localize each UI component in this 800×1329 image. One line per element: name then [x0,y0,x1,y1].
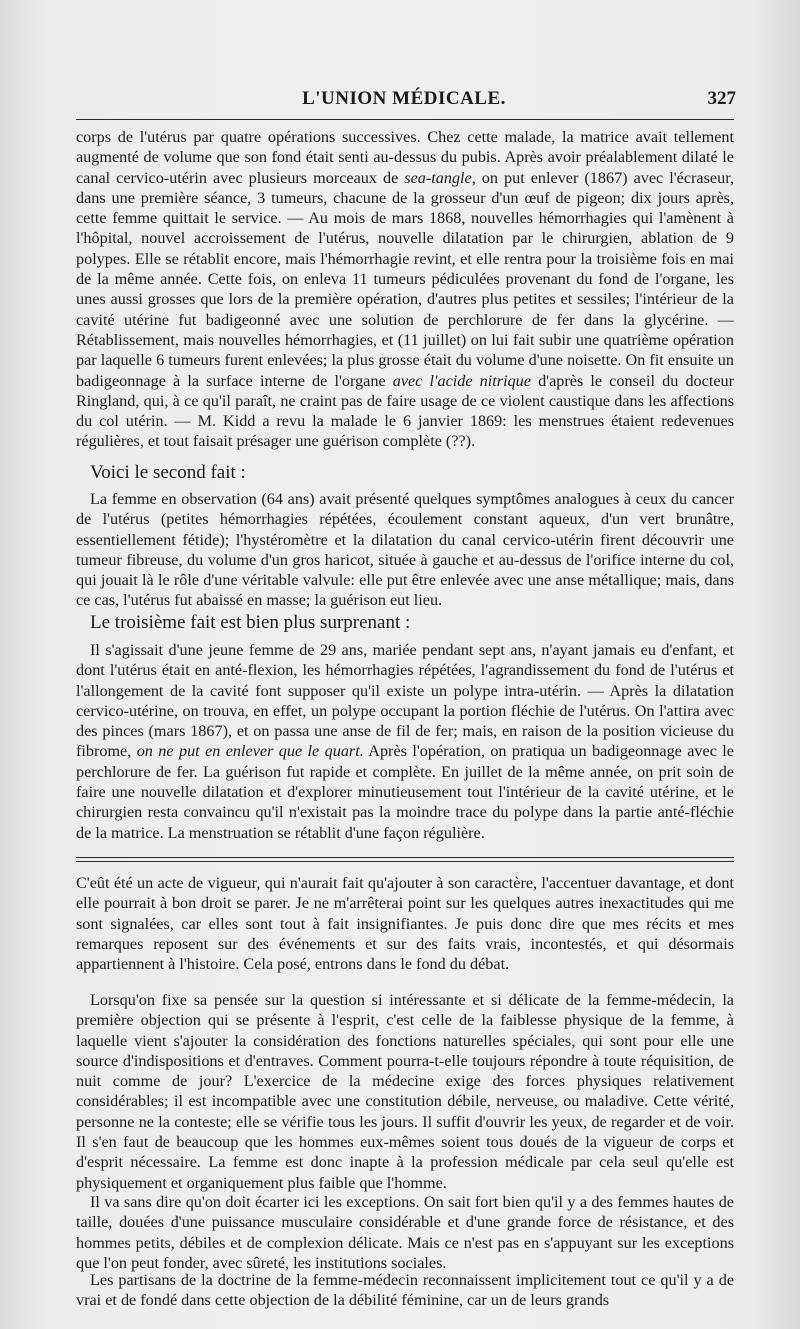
second-case-lead: Voici le second fait : [90,462,246,483]
feuilleton-paragraph-4: Les partisans de la doctrine de la femme-médecin reconnaissent implicitement tout ce qu'il y a de vrai et de fondé dans cette objection de la débilité féminine, car un de leurs grands [76,1271,734,1310]
section-divider [76,857,734,862]
continued-case-paragraph: corps de l'utérus par quatre opérations successives. Chez cette malade, la matrice avait tellement augmenté de volume que son fond était senti au-dessus du pubis. Après avoir préalablement dilaté le canal cervico-utérin avec plusieurs morceaux de sea-tangle, on put enlever (1867) avec l'écraseur, dans une première séance, 3 tumeurs, chacune de la grosseur d'un œuf de pigeon; dix jours après, cette femme quittait le service. — Au mois de mars 1868, nouvelles hémorrhagies qui l'amènent à l'hôpital, nouvel accroissement de l'utérus, nouvelle dilatation par le chirurgien, ablation de 9 polypes. Elle se rétablit encore, mais l'hémorrhagie revint, et elle rentra pour la troisième fois en mai de la même année. Cette fois, on enleva 11 tumeurs pédiculées provenant du fond de l'organe, les unes aussi grosses que lors de la première opération, d'autres plus petites et sessiles; l'intérieur de la cavité utérine fut badigeonné avec une solution de perchlorure de fer dans la glycérine. — Rétablissement, mais nouvelles hémorrhagies, et (11 juillet) on lui fait subir une quatrième opération par laquelle 6 tumeurs furent enlevées; la plus grosse était du volume d'une noisette. On fit ensuite un badigeonnage à la surface interne de l'organe avec l'acide nitrique d'après le conseil du docteur Ringland, qui, à ce qu'il paraît, ne craint pas de faire usage de ce violent caustique dans les affections du col utérin. — M. Kidd a revu la malade le 6 janvier 1869: les menstrues étaient redevenues régulières, et tout faisait présager une guérison complète (??). [76,128,735,451]
page-number: 327 [707,88,736,109]
feuilleton-paragraph-2: Lorsqu'on fixe sa pensée sur la question si intéressante et si délicate de la femme-médecin, la première objection qui se présente à l'esprit, c'est celle de la faiblesse physique de la femme, à laquelle vient s'ajouter la considération des fonctions naturelles spéciales, qui sont pour elle une source d'indispositions et d'entraves. Comment pourra-t-elle toujours répondre à toute réquisition, de nuit comme de jour? L'exercice de la médecine exige des forces physiques relativement considérables; il est incompatible avec une constitution débile, nerveuse, ou maladive. Cette vérité, personne ne la conteste; elle se vérifie tous les jours. Il suffit d'ouvrir les yeux, de regarder et de voir. Il s'en faut de beaucoup que les hommes eux-mêmes soient tous doués de la vigueur de corps et d'esprit nécessaire. La femme est donc inapte à la profession médicale par cela seul qu'elle est physiquement et organiquement plus faible que l'homme. [76,991,734,1192]
feuilleton-paragraph-1: C'eût été un acte de vigueur, qui n'aurait fait qu'ajouter à son caractère, l'accentuer davantage, et dont elle pourrait à bon droit se parer. Je ne m'arrêterai point sur les quelques autres inexactitudes qui me sont signalées, car elles sont tout à fait insignifiantes. Je puis donc dire que mes récits et mes remarques reposent sur des événements et sur des faits vrais, incontestés, et qui désormais appartiennent à l'histoire. Cela posé, entrons dans le fond du débat. [76,874,734,974]
second-case-paragraph: La femme en observation (64 ans) avait présenté quelques symptômes analogues à ceux du cancer de l'utérus (petites hémorrhagies répétées, écoulement constant aqueux, d'un vert brunâtre, essentiellement fétide); l'hystéromètre et la dilatation du canal cervico-utérin firent découvrir une tumeur fibreuse, du volume d'un gros haricot, située à gauche et au-dessus de l'orifice interne du col, qui jouait là le rôle d'une véritable valvule: elle put être enlevée avec une anse métallique; mais, dans ce cas, l'utérus fut abaissé en masse; la guérison eut lieu. [76,490,734,610]
third-case-lead: Le troisième fait est bien plus surprenant : [90,612,411,633]
third-case-paragraph: Il s'agissait d'une jeune femme de 29 ans, mariée pendant sept ans, n'ayant jamais eu d'enfant, et dont l'utérus était en anté-flexion, les hémorrhagies répétées, l'agrandissement du fond de l'utérus et l'allongement de la cavité font supposer qu'il existe un polype intra-utérin. — Après la dilatation cervico-utérine, on trouva, en effet, un polype occupant la portion fléchie de l'utérus. On l'attira avec des pinces (mars 1867), et on passa une anse de fil de fer; mais, en raison de la position vicieuse du fibrome, on ne put en enlever que le quart. Après l'opération, on pratiqua un badigeonnage avec le perchlorure de fer. La guérison fut rapide et complète. En juillet de la même année, on prit soin de faire une nouvelle dilatation et d'explorer minutieusement tout l'intérieur de la cavité utérine, et le chirurgien resta convaincu qu'il n'existait pas la moindre trace du polype dans la partie anté-fléchie de la matrice. La menstruation se rétablit d'une façon régulière. [76,641,734,842]
running-title: L'UNION MÉDICALE. [302,88,506,109]
feuilleton-paragraph-3: Il va sans dire qu'on doit écarter ici les exceptions. On sait fort bien qu'il y a des femmes hautes de taille, douées d'une puissance musculaire considérable et d'une grande force de résistance, et des hommes petits, débiles et de complexion délicate. Mais ce n'est pas en s'appuyant sur les exceptions que l'on peut fonder, avec sûreté, les institutions sociales. [76,1193,734,1272]
header-rule [76,119,734,120]
page-header [72,88,736,114]
